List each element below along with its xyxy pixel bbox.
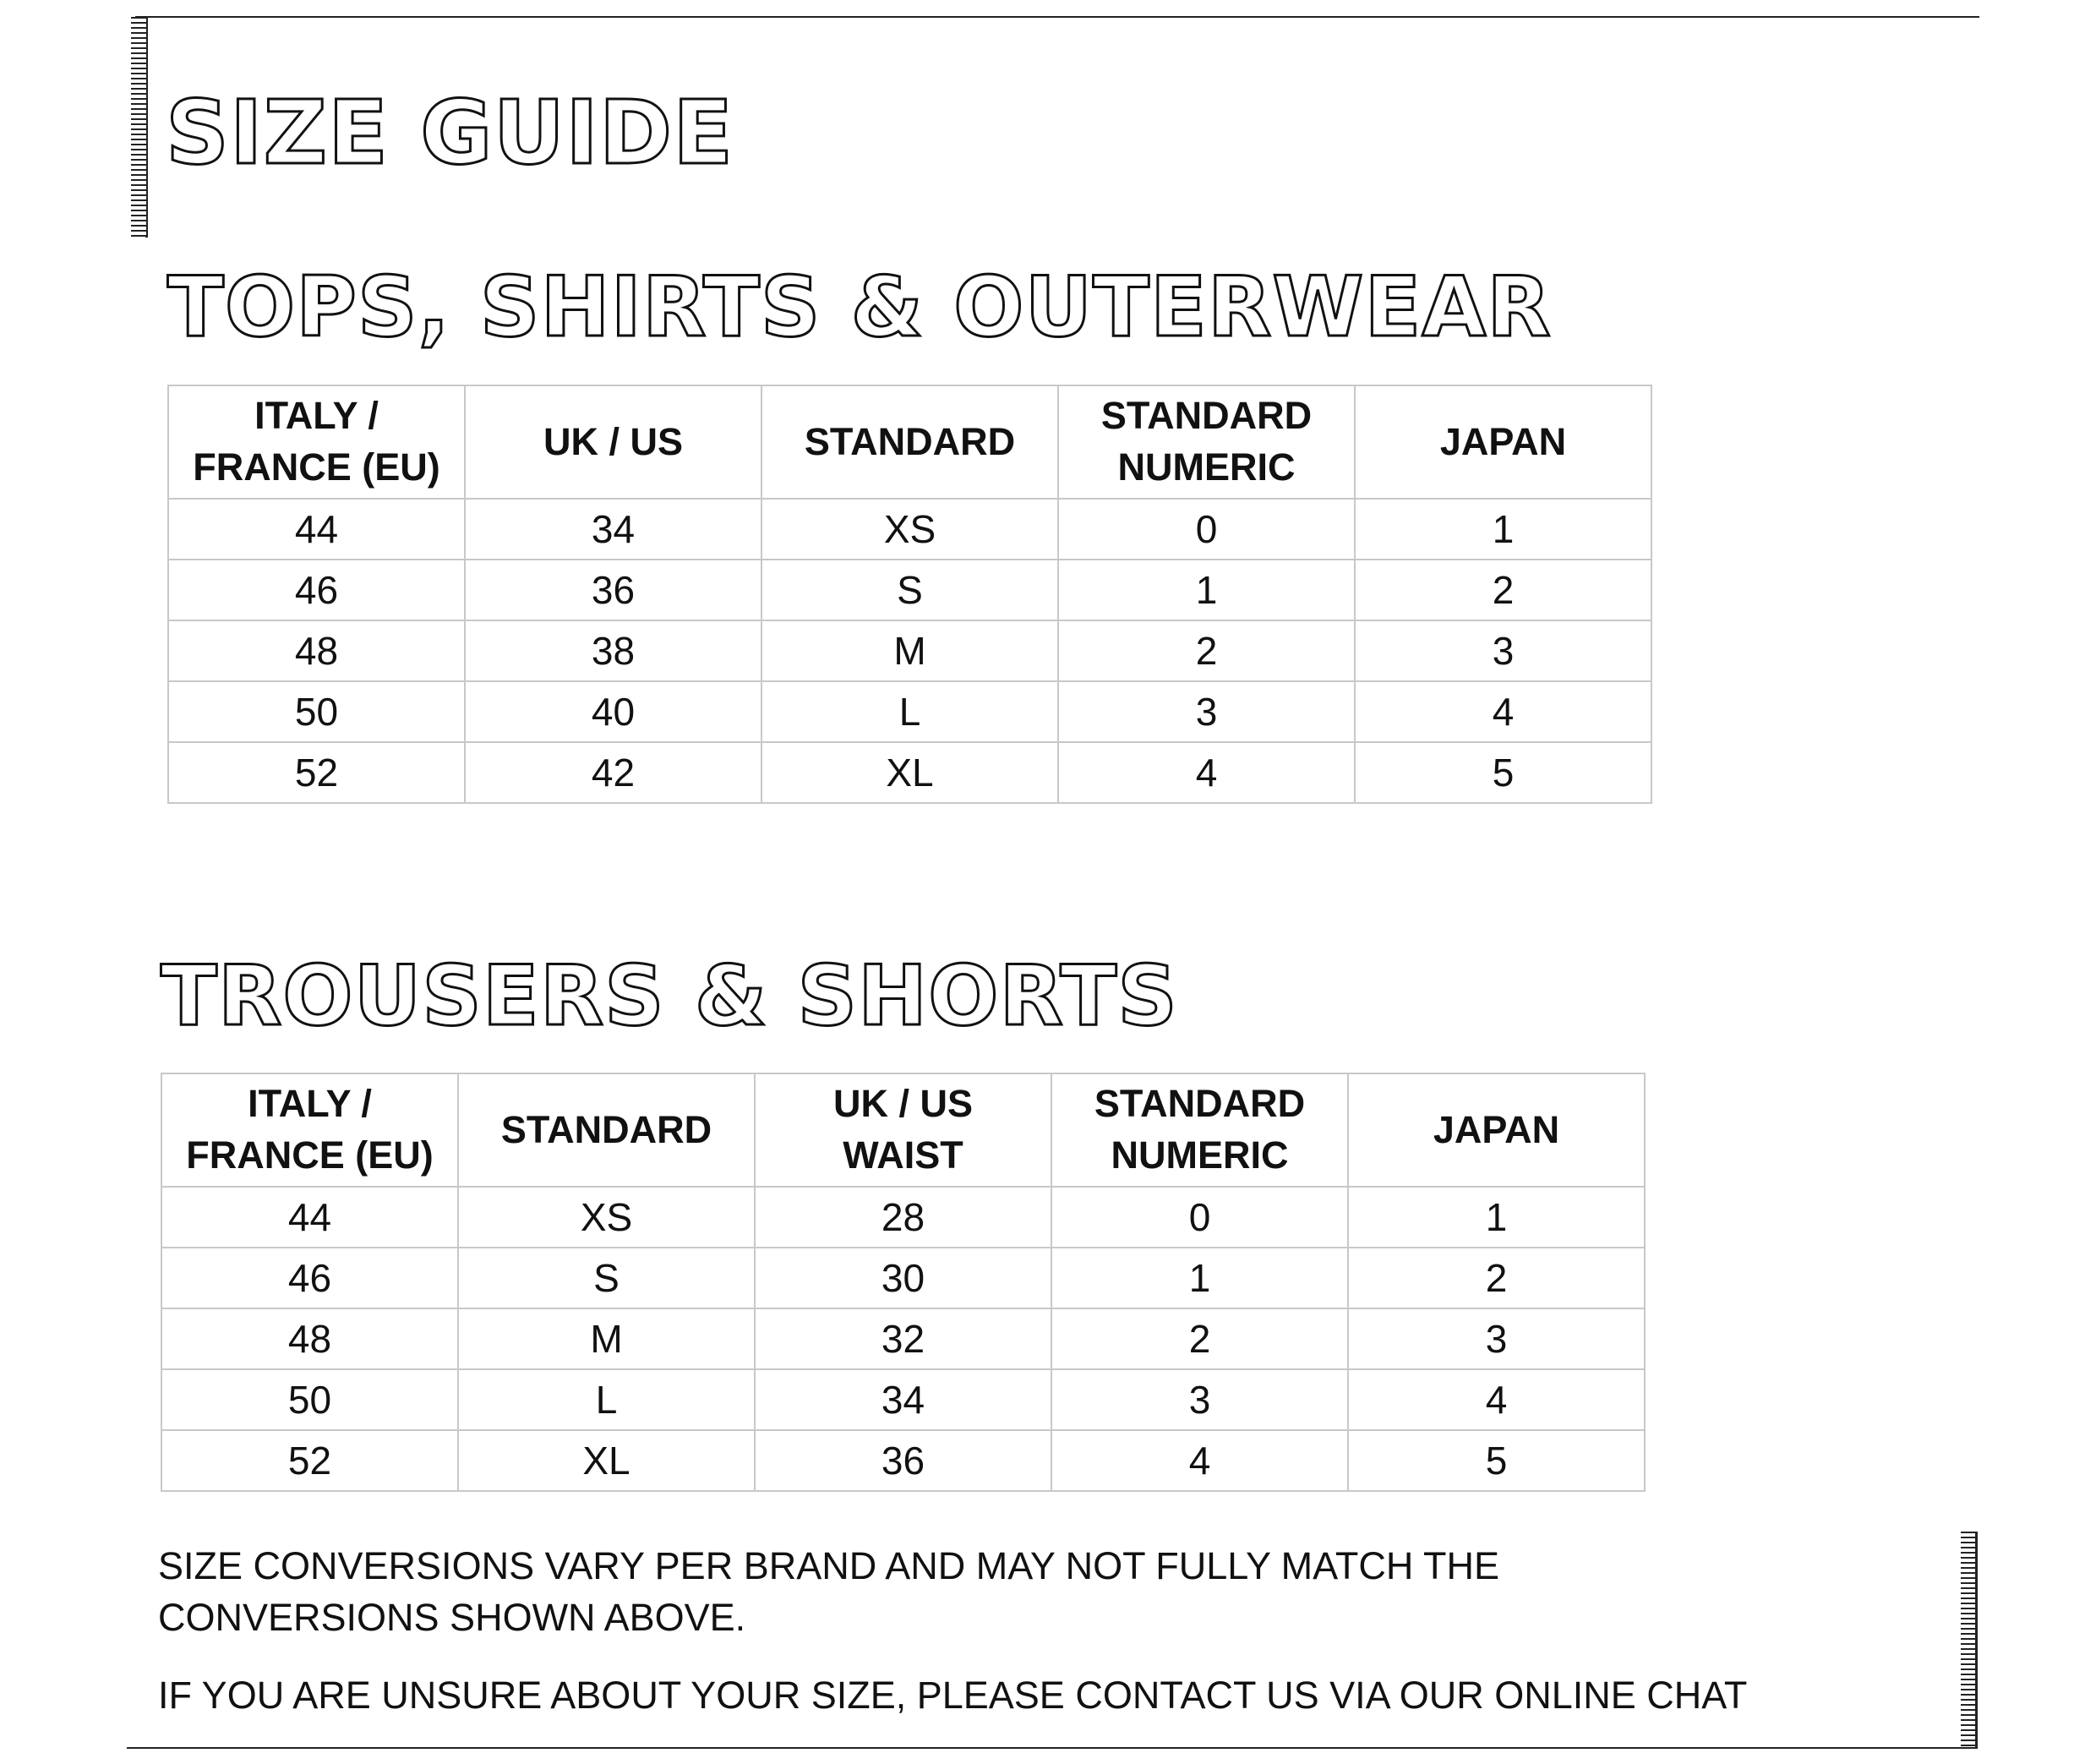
table-cell: 0	[1051, 1187, 1348, 1248]
column-header: JAPAN	[1348, 1073, 1645, 1187]
table-row	[168, 681, 1651, 742]
table-row	[161, 1248, 1645, 1308]
table-cell: 36	[465, 560, 761, 620]
table-cell: 5	[1348, 1430, 1645, 1491]
table-cell: 36	[755, 1430, 1051, 1491]
table-cell: M	[458, 1308, 755, 1369]
table-cell: XS	[458, 1187, 755, 1248]
table-row	[168, 742, 1651, 803]
table-row	[168, 620, 1651, 681]
column-header: STANDARD	[761, 385, 1058, 499]
table-cell: 1	[1348, 1187, 1645, 1248]
column-header: UK / US WAIST	[755, 1073, 1051, 1187]
table-cell: 44	[161, 1187, 458, 1248]
table-cell: 52	[168, 742, 465, 803]
table-cell: 2	[1058, 620, 1355, 681]
table-row	[161, 1308, 1645, 1369]
table-cell: 4	[1355, 681, 1651, 742]
column-header: ITALY / FRANCE (EU)	[168, 385, 465, 499]
table-cell: 48	[161, 1308, 458, 1369]
ruler-marks-bottom-right	[1961, 1532, 1976, 1747]
table-cell: 3	[1355, 620, 1651, 681]
table-cell: M	[761, 620, 1058, 681]
table-cell: XL	[761, 742, 1058, 803]
table-cell: 3	[1051, 1369, 1348, 1430]
trousers-size-table	[161, 1073, 1646, 1492]
table-cell: 32	[755, 1308, 1051, 1369]
bottom-rule	[127, 1747, 1978, 1749]
column-header: STANDARD NUMERIC	[1058, 385, 1355, 499]
table-cell: 4	[1051, 1430, 1348, 1491]
table-cell: 3	[1058, 681, 1355, 742]
table-cell: 1	[1058, 560, 1355, 620]
table-cell: 50	[161, 1369, 458, 1430]
table-row	[168, 499, 1651, 560]
column-header: STANDARD NUMERIC	[1051, 1073, 1348, 1187]
table-row	[168, 560, 1651, 620]
contact-note: IF YOU ARE UNSURE ABOUT YOUR SIZE, PLEASE CONTACT US VIA OUR ONLINE CHAT	[158, 1674, 1748, 1717]
page-title: SIZE GUIDE	[166, 81, 734, 184]
table-cell: 42	[465, 742, 761, 803]
top-rule	[135, 16, 1979, 18]
column-header: ITALY / FRANCE (EU)	[161, 1073, 458, 1187]
column-header: UK / US	[465, 385, 761, 499]
table-cell: 30	[755, 1248, 1051, 1308]
disclaimer-line-1: SIZE CONVERSIONS VARY PER BRAND AND MAY NOT FULLY MATCH THE	[158, 1544, 1500, 1587]
table-row	[161, 1430, 1645, 1491]
table-cell: L	[761, 681, 1058, 742]
table-cell: L	[458, 1369, 755, 1430]
table-cell: 46	[161, 1248, 458, 1308]
table-cell: 50	[168, 681, 465, 742]
table-cell: 2	[1051, 1308, 1348, 1369]
table-cell: 4	[1348, 1369, 1645, 1430]
column-header: STANDARD	[458, 1073, 755, 1187]
tops-section-title: TOPS, SHIRTS & OUTERWEAR	[167, 259, 1552, 356]
table-cell: S	[458, 1248, 755, 1308]
table-cell: 5	[1355, 742, 1651, 803]
table-cell: 46	[168, 560, 465, 620]
table-cell: S	[761, 560, 1058, 620]
table-cell: 40	[465, 681, 761, 742]
table-cell: 2	[1355, 560, 1651, 620]
tops-size-table	[167, 385, 1652, 804]
table-cell: 34	[465, 499, 761, 560]
table-cell: XS	[761, 499, 1058, 560]
column-header: JAPAN	[1355, 385, 1651, 499]
table-cell: 1	[1051, 1248, 1348, 1308]
table-cell: 3	[1348, 1308, 1645, 1369]
table-cell: 48	[168, 620, 465, 681]
table-cell: 4	[1058, 742, 1355, 803]
disclaimer-line-2: CONVERSIONS SHOWN ABOVE.	[158, 1596, 746, 1639]
table-cell: 0	[1058, 499, 1355, 560]
table-cell: 52	[161, 1430, 458, 1491]
right-frame-rule	[1975, 1532, 1978, 1749]
table-cell: 28	[755, 1187, 1051, 1248]
table-header-row	[168, 385, 1651, 499]
table-cell: 2	[1348, 1248, 1645, 1308]
table-cell: XL	[458, 1430, 755, 1491]
ruler-marks-top-left	[131, 17, 146, 237]
table-cell: 44	[168, 499, 465, 560]
table-row	[161, 1187, 1645, 1248]
table-row	[161, 1369, 1645, 1430]
table-cell: 1	[1355, 499, 1651, 560]
trousers-section-title: TROUSERS & SHORTS	[161, 948, 1178, 1045]
conversion-disclaimer	[158, 1540, 1499, 1643]
table-header-row	[161, 1073, 1645, 1187]
table-cell: 34	[755, 1369, 1051, 1430]
table-cell: 38	[465, 620, 761, 681]
